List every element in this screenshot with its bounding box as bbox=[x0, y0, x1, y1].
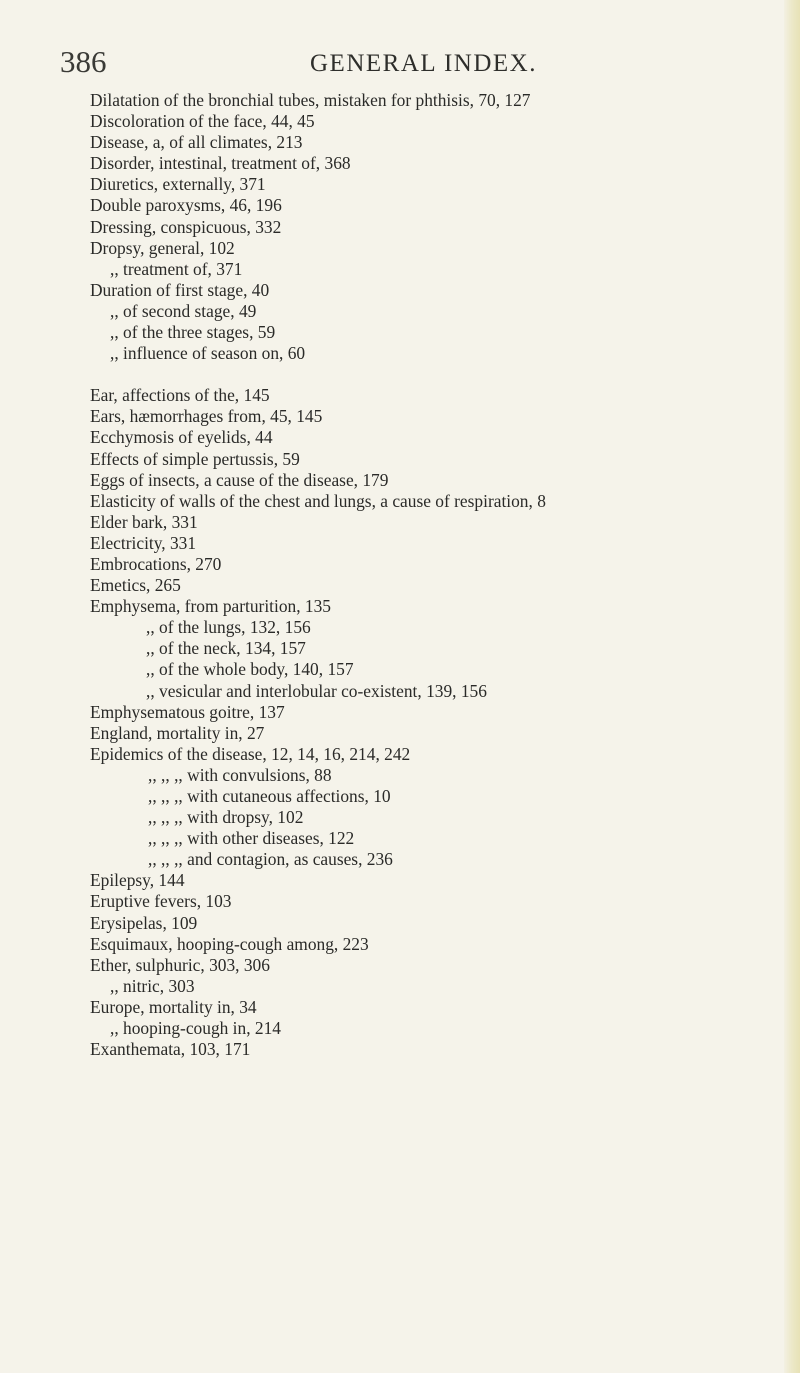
index-entry: ,, of the whole body, 140, 157 bbox=[146, 659, 354, 680]
index-entry: ,, nitric, 303 bbox=[110, 975, 195, 996]
index-entry: ,, influence of season on, 60 bbox=[110, 343, 306, 364]
index-entry: ,, of the three stages, 59 bbox=[110, 322, 276, 343]
index-entry: ,, treatment of, 371 bbox=[110, 258, 243, 279]
page-header bbox=[60, 44, 760, 84]
index-entry: Disease, a, of all climates, 213 bbox=[90, 132, 303, 153]
index-entry: ,, ,, ,, with cutaneous affections, 10 bbox=[148, 786, 391, 806]
index-entry: Ether, sulphuric, 303, 306 bbox=[90, 954, 270, 975]
index-entry: ,, ,, ,, with convulsions, 88 bbox=[148, 764, 332, 785]
index-entry: ,, of second stage, 49 bbox=[110, 300, 257, 321]
index-entry: ,, hooping-cough in, 214 bbox=[110, 1018, 281, 1039]
index-entry: ,, ,, ,, and contagion, as causes, 236 bbox=[148, 849, 393, 870]
index-entry: Elder bark, 331 bbox=[90, 511, 198, 532]
index-entry: ,, vesicular and interlobular co-existent, 139, 156 bbox=[146, 680, 487, 701]
index-entry: ,, of the neck, 134, 157 bbox=[146, 638, 306, 659]
index-entry: Emetics, 265 bbox=[90, 575, 181, 596]
index-entry: Duration of first stage, 40 bbox=[90, 279, 270, 300]
index-entry: Dilatation of the bronchial tubes, mistaken for phthisis, 70, 127 bbox=[90, 90, 531, 110]
index-entry: Disorder, intestinal, treatment of, 368 bbox=[90, 153, 351, 174]
index-entry: ,, ,, ,, with dropsy, 102 bbox=[148, 807, 304, 828]
index-entry: Eruptive fevers, 103 bbox=[90, 891, 232, 912]
index-entry: Diuretics, externally, 371 bbox=[90, 174, 266, 195]
index-entry: England, mortality in, 27 bbox=[90, 722, 265, 743]
index-entry: Discoloration of the face, 44, 45 bbox=[90, 111, 315, 132]
index-entry: ,, ,, ,, with other diseases, 122 bbox=[148, 828, 355, 849]
index-entry: Effects of simple pertussis, 59 bbox=[90, 448, 300, 469]
index-entry: Epilepsy, 144 bbox=[90, 870, 185, 891]
index-entry: Epidemics of the disease, 12, 14, 16, 214, 242 bbox=[90, 743, 411, 764]
index-entry: ,, of the lungs, 132, 156 bbox=[146, 617, 311, 638]
index-entry: Emphysematous goitre, 137 bbox=[90, 701, 285, 722]
index-entry: Europe, mortality in, 34 bbox=[90, 996, 257, 1017]
index-entry: Electricity, 331 bbox=[90, 532, 197, 553]
section-gap bbox=[0, 364, 800, 385]
page-number: 386 bbox=[60, 44, 107, 79]
index-entry: Esquimaux, hooping-cough among, 223 bbox=[90, 933, 369, 954]
index-entry: Double paroxysms, 46, 196 bbox=[90, 195, 282, 216]
index-entry: Ecchymosis of eyelids, 44 bbox=[90, 427, 273, 448]
index-entry: Dropsy, general, 102 bbox=[90, 237, 235, 258]
index-entry: Dressing, conspicuous, 332 bbox=[90, 216, 282, 237]
running-head: GENERAL INDEX. bbox=[310, 50, 537, 77]
index-entry: Ear, affections of the, 145 bbox=[90, 385, 270, 406]
index-entry: Elasticity of walls of the chest and lungs, a cause of respiration, 8 bbox=[90, 490, 546, 511]
index-entry: Ears, hæmorrhages from, 45, 145 bbox=[90, 406, 323, 427]
index-entry: Emphysema, from parturition, 135 bbox=[90, 596, 332, 617]
index-entry: Exanthemata, 103, 171 bbox=[90, 1039, 251, 1060]
index-entry: Erysipelas, 109 bbox=[90, 912, 198, 933]
index-entry: Embrocations, 270 bbox=[90, 553, 222, 574]
index-list bbox=[0, 90, 800, 1060]
index-entry: Eggs of insects, a cause of the disease, 179 bbox=[90, 469, 389, 490]
